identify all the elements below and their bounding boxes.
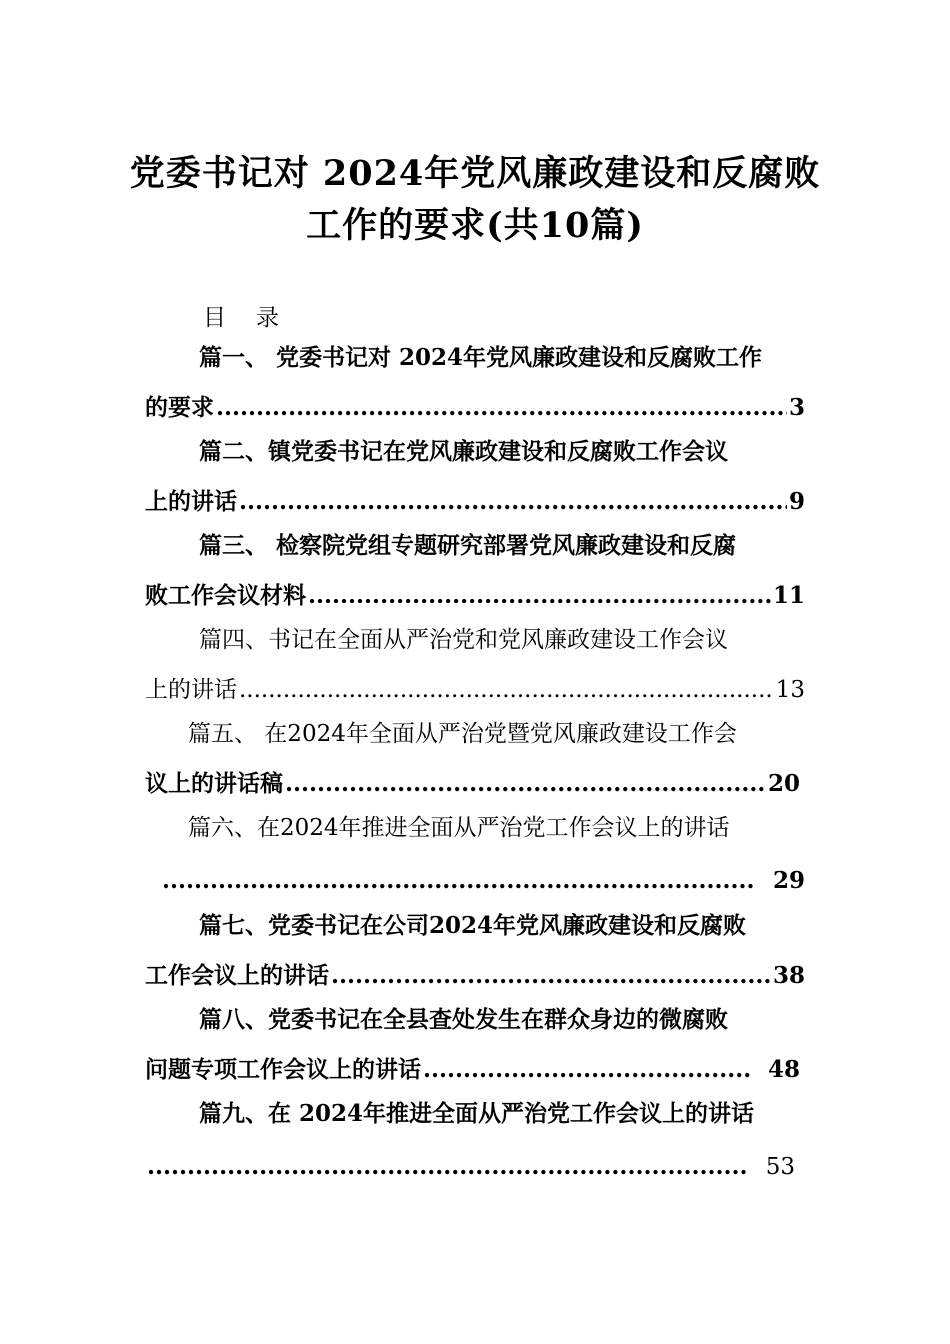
toc-entry-6-tail[interactable] [160,866,805,896]
toc-entry-3-rest: 败工作会议材料 [145,582,306,609]
toc-leader-dots [216,393,787,423]
toc-entry-8-page: 48 [767,1056,800,1083]
toc-entry-1-tail[interactable] [145,393,805,423]
toc-entry-8-rest: 问题专项工作会议上的讲话 [145,1056,421,1083]
toc-entry-1-title[interactable]: 篇一、 党委书记对 2024年党风廉政建设和反腐败工作 [199,344,763,371]
toc-entry-3-title[interactable]: 篇三、 检察院党组专题研究部署党风廉政建设和反腐 [199,532,737,559]
toc-entry-1-rest: 的要求 [145,394,214,421]
toc-leader-dots [162,866,753,896]
toc-entry-2-title[interactable]: 篇二、镇党委书记在党风廉政建设和反腐败工作会议 [199,438,728,465]
document-title-line-2: 工作的要求(共10篇) [306,205,644,246]
toc-entry-8-tail[interactable] [145,1055,800,1085]
toc-leader-dots [239,675,774,705]
toc-entry-3-page: 11 [772,582,805,609]
toc-entry-2-tail[interactable] [145,487,805,517]
toc-leader-dots [285,769,766,799]
toc-leader-dots [423,1055,752,1085]
toc-leader-dots [331,961,771,991]
toc-entry-7-rest: 工作会议上的讲话 [145,962,329,989]
toc-entry-5-title[interactable]: 篇五、 在2024年全面从严治党暨党风廉政建设工作会 [188,721,737,747]
document-title-line-1: 党委书记对 2024年党风廉政建设和反腐败 [129,153,821,194]
toc-leader-dots [239,487,787,517]
toc-entry-7-title[interactable]: 篇七、党委书记在公司2024年党风廉政建设和反腐败 [199,912,747,939]
toc-entry-2-rest: 上的讲话 [145,488,237,515]
toc-leader-dots [147,1152,746,1182]
toc-entry-7-tail[interactable] [145,961,805,991]
toc-entry-5-rest: 议上的讲话稿 [145,770,283,797]
toc-entry-5-tail[interactable] [145,769,800,799]
toc-heading: 目录 [203,305,309,331]
toc-entry-3-tail[interactable] [145,581,805,611]
toc-leader-dots [308,581,771,611]
toc-entry-9-tail[interactable] [145,1152,795,1182]
toc-entry-9-page: 53 [765,1154,795,1180]
toc-entry-9-title[interactable]: 篇九、在 2024年推进全面从严治党工作会议上的讲话 [199,1100,755,1127]
toc-entry-1-page: 3 [788,394,805,421]
toc-entry-8-title[interactable]: 篇八、党委书记在全县查处发生在群众身边的微腐败 [199,1006,728,1033]
toc-entry-5-page: 20 [767,770,800,797]
toc-entry-4-title[interactable]: 篇四、书记在全面从严治党和党风廉政建设工作会议 [199,627,728,653]
toc-entry-6-title[interactable]: 篇六、在2024年推进全面从严治党工作会议上的讲话 [188,815,730,841]
toc-entry-7-page: 38 [772,962,805,989]
toc-entry-2-page: 9 [788,488,805,515]
toc-entry-6-page: 29 [772,867,805,894]
toc-entry-4-rest: 上的讲话 [145,677,237,703]
toc-entry-4-page: 13 [775,677,805,703]
toc-entry-4-tail[interactable] [145,675,805,705]
